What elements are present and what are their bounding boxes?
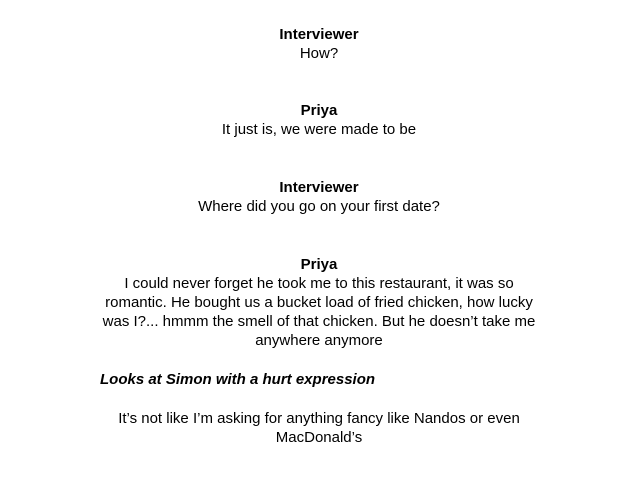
dialogue-paragraph: I could never forget he took me to this restaurant, it was so romantic. He bought us a bucket load of fried chicken, how lucky was I?... hmmm the smell of that chicken. But he doesn’t take me anywhere anymore xyxy=(102,275,536,349)
dialogue-line: How? xyxy=(299,45,339,62)
exchange-3 xyxy=(0,178,638,216)
dialogue-line: Where did you go on your first date? xyxy=(198,198,440,215)
exchange-1 xyxy=(0,25,638,63)
stage-direction: Looks at Simon with a hurt expression xyxy=(100,371,376,388)
exchange-4 xyxy=(0,255,638,350)
closing-line: It’s not like I’m asking for anything fancy like Nandos or even MacDonald’s xyxy=(118,410,520,446)
speaker-name: Interviewer xyxy=(279,179,359,196)
speaker-name: Interviewer xyxy=(279,26,359,43)
exchange-2 xyxy=(0,101,638,139)
dialogue-line: It just is, we were made to be xyxy=(221,121,417,138)
closing-dialogue xyxy=(0,409,638,447)
speaker-name: Priya xyxy=(300,102,338,119)
speaker-name: Priya xyxy=(300,256,338,273)
